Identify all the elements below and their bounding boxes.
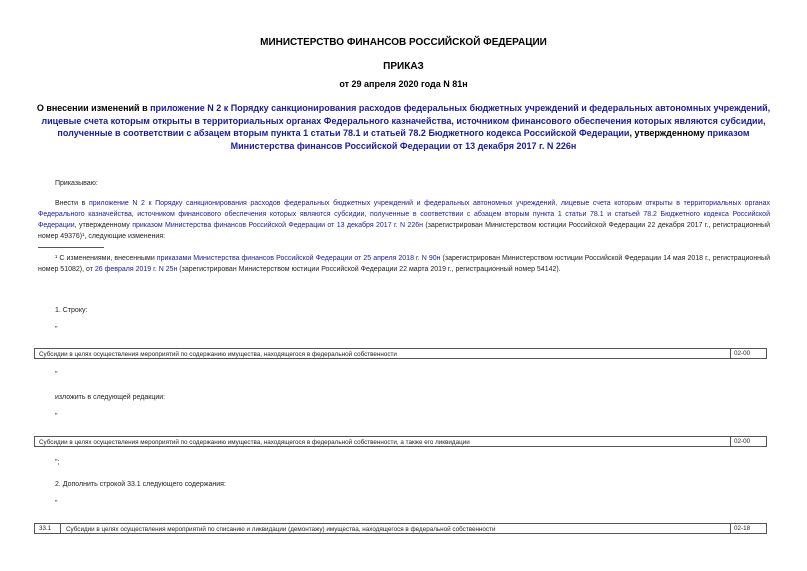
quote-open-3: "	[55, 500, 58, 507]
table-row-1	[34, 348, 767, 359]
quote-close-1: "	[55, 371, 58, 378]
row-1-text: Субсидии в целях осуществления мероприятий по содержанию имущества, находящегося в федеральной собственности	[39, 350, 397, 358]
row-3-code: 02-18	[730, 524, 766, 533]
row-1-code: 02-00	[730, 349, 766, 358]
heading-link-order[interactable]: приказом Министерства финансов Российской Федерации от 13 декабря 2017 г. N 226н	[230, 128, 750, 151]
heading-link-appendix[interactable]: приложение N 2 к Порядку санкционирования расходов федеральных бюджетных учреждений и федеральных автономных учреждений, лицевые счета которым открыты в территориальных органах Федерального казначейства, источником финансового обеспечения которых являются субсидии, полученные в соответствии с абзацем вторым пункта 1 статьи 78.1 и статьей 78.2 Бюджетного кодекса Российской Федерации	[41, 103, 771, 138]
replace-instruction: изложить в следующей редакции:	[55, 394, 166, 401]
main-link-appendix[interactable]: приложение N 2 к Порядку санкционирования расходов федеральных бюджетных учреждений и федеральных автономных учреждений, лицевые счета которым открыты в территориальных органах Федерального казначейства, источником финансового обеспечения которых являются субсидии, полученные в соответствии с абзацем вторым пункта 1 статьи 78.1 и статьей 78.2 Бюджетного кодекса Российской Федерации	[38, 200, 770, 229]
step-1: 1. Строку:	[55, 307, 88, 314]
footnote-link-feb[interactable]: 26 февраля 2019 г. N 25н	[94, 266, 178, 273]
footnote-divider	[38, 247, 104, 248]
row-2-text: Субсидии в целях осуществления мероприятий по содержанию имущества, находящегося в федеральной собственности, а также его ликвидации	[39, 438, 470, 446]
main-text-3: (зарегистрирован Министерством юстиции Российской Федерации 22 декабря 2017 г., регистрационный номер 49376)¹, следующие изменения:	[38, 222, 770, 240]
main-text-1: Внести в	[55, 200, 89, 207]
main-paragraph	[38, 198, 770, 242]
document-type: ПРИКАЗ	[383, 61, 424, 72]
heading-text-2: , утвержденному	[629, 128, 708, 138]
quote-open-2: "	[55, 413, 58, 420]
step-2: 2. Дополнить строкой 33.1 следующего содержания:	[55, 481, 226, 488]
row-2-code: 02-00	[730, 437, 766, 446]
main-link-order[interactable]: приказом Министерства финансов Российской Федерации от 13 декабря 2017 г. N 226н	[132, 222, 423, 229]
quote-close-2: ";	[55, 459, 60, 466]
main-text-2: , утвержденному	[74, 222, 133, 229]
ministry-title: МИНИСТЕРСТВО ФИНАНСОВ РОССИЙСКОЙ ФЕДЕРАЦИИ	[260, 37, 547, 48]
footnote	[38, 253, 770, 275]
footnote-text-2: (зарегистрирован Министерством юстиции Российской Федерации 14 мая 2018 г., регистрационный номер 51082), от	[38, 255, 770, 273]
footnote-link-orders[interactable]: приказами Министерства финансов Российской Федерации от 25 апреля 2018 г. N 90н	[156, 255, 441, 262]
footnote-text-1: ¹ С изменениями, внесенными	[55, 255, 157, 262]
footnote-text-3: (зарегистрирован Министерством юстиции Российской Федерации 22 марта 2019 г., регистрационный номер 54142).	[177, 266, 561, 273]
heading-text-1: О внесении изменений в	[36, 103, 151, 113]
document-heading	[30, 102, 777, 152]
row-3-text: Субсидии в целях осуществления мероприятий по списанию и ликвидации (демонтажу) имущества, находящегося в федеральной собственности	[66, 525, 496, 533]
row-3-number: 33.1	[35, 524, 61, 533]
table-row-3	[34, 523, 767, 534]
quote-open-1: "	[55, 326, 58, 333]
order-word: Приказываю:	[55, 180, 98, 187]
document-date: от 29 апреля 2020 года N 81н	[339, 79, 468, 89]
table-row-2	[34, 436, 767, 447]
